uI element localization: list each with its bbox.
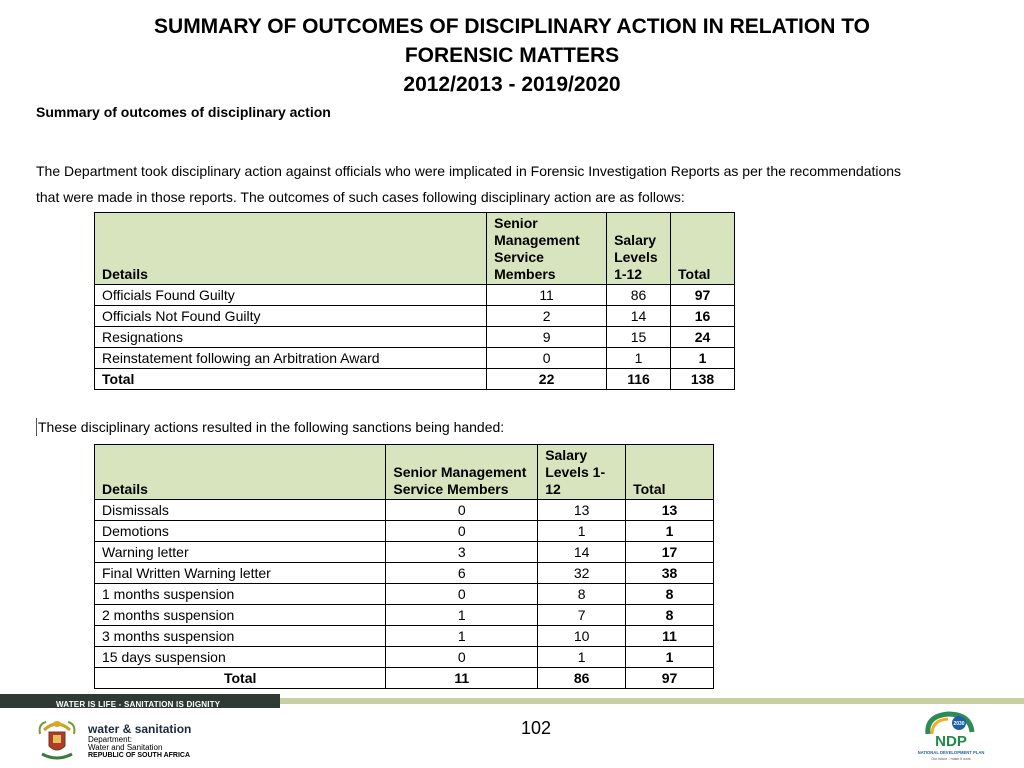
dept-name-part-1: water &	[88, 722, 135, 736]
row-detail: Dismissals	[95, 500, 386, 521]
table-row	[95, 521, 714, 542]
row-levels-count: 32	[538, 563, 626, 584]
table-row	[95, 285, 735, 306]
row-detail: Resignations	[95, 327, 487, 348]
header-total: Total	[671, 213, 735, 285]
header-details: Details	[95, 445, 386, 500]
ndp-logo-icon	[914, 710, 988, 766]
row-sms-count: 1	[386, 605, 538, 626]
footer-band-light	[280, 698, 1024, 704]
row-total: 1	[671, 348, 735, 369]
title-line-2: FORENSIC MATTERS	[404, 44, 620, 67]
table-header-row	[95, 445, 714, 500]
header-total: Total	[626, 445, 714, 500]
row-sms-count: 2	[487, 306, 607, 327]
row-sms-count: 0	[386, 521, 538, 542]
table-total-row	[95, 668, 714, 689]
row-sms-count: 0	[487, 348, 607, 369]
row-total: 97	[671, 285, 735, 306]
title-line-3: 2012/2013 - 2019/2020	[403, 73, 621, 96]
footer-band-dark	[0, 694, 280, 708]
row-total: 1	[626, 521, 714, 542]
row-sms-count: 11	[386, 668, 538, 689]
row-sms-count: 6	[386, 563, 538, 584]
table-row	[95, 626, 714, 647]
row-detail: Total	[95, 369, 487, 390]
row-total: 97	[626, 668, 714, 689]
row-levels-count: 1	[538, 647, 626, 668]
title-line-1: SUMMARY OF OUTCOMES OF DISCIPLINARY ACTION IN RELATION TO	[154, 15, 870, 38]
row-total: 13	[626, 500, 714, 521]
row-sms-count: 0	[386, 500, 538, 521]
row-detail: Demotions	[95, 521, 386, 542]
row-levels-count: 14	[607, 306, 671, 327]
header-levels: Salary Levels 1-12	[607, 213, 671, 285]
header-details: Details	[95, 213, 487, 285]
row-levels-count: 86	[607, 285, 671, 306]
ndp-name: NATIONAL DEVELOPMENT PLAN	[917, 750, 985, 755]
row-sms-count: 0	[386, 647, 538, 668]
page-title	[0, 12, 1024, 99]
table-row	[95, 542, 714, 563]
row-detail: 3 months suspension	[95, 626, 386, 647]
row-total: 138	[671, 369, 735, 390]
header-sms: Senior Management Service Members	[487, 213, 607, 285]
dept-name-part-2: sanitation	[134, 722, 192, 736]
row-levels-count: 8	[538, 584, 626, 605]
table-row	[95, 306, 735, 327]
ndp-tagline: Our future - make it work	[931, 757, 971, 761]
row-detail: Officials Found Guilty	[95, 285, 487, 306]
intro-line-2: that were made in those reports. The outcomes of such cases following disciplinary action are as follows:	[36, 189, 685, 205]
table-row	[95, 647, 714, 668]
row-levels-count: 1	[607, 348, 671, 369]
row-total: 8	[626, 605, 714, 626]
row-levels-count: 86	[538, 668, 626, 689]
intro-paragraph	[36, 158, 1011, 210]
row-total: 8	[626, 584, 714, 605]
row-sms-count: 0	[386, 584, 538, 605]
row-total: 16	[671, 306, 735, 327]
ndp-abbr: NDP	[935, 733, 967, 750]
table-row	[95, 605, 714, 626]
table-row	[95, 584, 714, 605]
row-sms-count: 1	[386, 626, 538, 647]
row-detail: Final Written Warning letter	[95, 563, 386, 584]
row-levels-count: 10	[538, 626, 626, 647]
intro-line-1: The Department took disciplinary action against officials who were implicated in Forensic Investigation Reports as per the recommendations	[36, 163, 902, 179]
table-row	[95, 563, 714, 584]
coat-of-arms-icon	[36, 716, 78, 762]
row-levels-count: 15	[607, 327, 671, 348]
header-sms: Senior Management Service Members	[386, 445, 538, 500]
row-sms-count: 3	[386, 542, 538, 563]
row-total: 1	[626, 647, 714, 668]
table-row	[95, 327, 735, 348]
row-total: 11	[626, 626, 714, 647]
row-sms-count: 9	[487, 327, 607, 348]
row-detail: 1 months suspension	[95, 584, 386, 605]
footer-slogan: WATER IS LIFE - SANITATION IS DIGNITY	[56, 700, 221, 709]
page-number: 102	[520, 718, 552, 738]
row-total: 24	[671, 327, 735, 348]
dept-line-3: REPUBLIC OF SOUTH AFRICA	[88, 752, 191, 759]
header-levels: Salary Levels 1-12	[538, 445, 626, 500]
row-detail: Officials Not Found Guilty	[95, 306, 487, 327]
row-detail: Total	[95, 668, 386, 689]
row-levels-count: 7	[538, 605, 626, 626]
table-total-row	[95, 369, 735, 390]
row-levels-count: 13	[538, 500, 626, 521]
row-sms-count: 11	[487, 285, 607, 306]
table-row	[95, 500, 714, 521]
dept-line-1: Department:	[88, 735, 133, 744]
sanctions-table	[94, 444, 714, 689]
row-detail: Reinstatement following an Arbitration Award	[95, 348, 487, 369]
row-levels-count: 14	[538, 542, 626, 563]
row-sms-count: 22	[487, 369, 607, 390]
row-detail: 15 days suspension	[95, 647, 386, 668]
dept-line-2: Water and Sanitation	[88, 743, 163, 752]
section-subheading: Summary of outcomes of disciplinary action	[36, 104, 331, 120]
department-logo-text	[88, 722, 191, 760]
row-detail: Warning letter	[95, 542, 386, 563]
row-detail: 2 months suspension	[95, 605, 386, 626]
footer-band	[0, 694, 1024, 708]
sanctions-intro: These disciplinary actions resulted in the following sanctions being handed:	[38, 419, 505, 435]
row-levels-count: 116	[607, 369, 671, 390]
table-row	[95, 348, 735, 369]
row-levels-count: 1	[538, 521, 626, 542]
outcomes-table	[94, 212, 735, 390]
row-total: 38	[626, 563, 714, 584]
table-header-row	[95, 213, 735, 285]
row-total: 17	[626, 542, 714, 563]
ndp-year: 2030	[953, 721, 965, 727]
